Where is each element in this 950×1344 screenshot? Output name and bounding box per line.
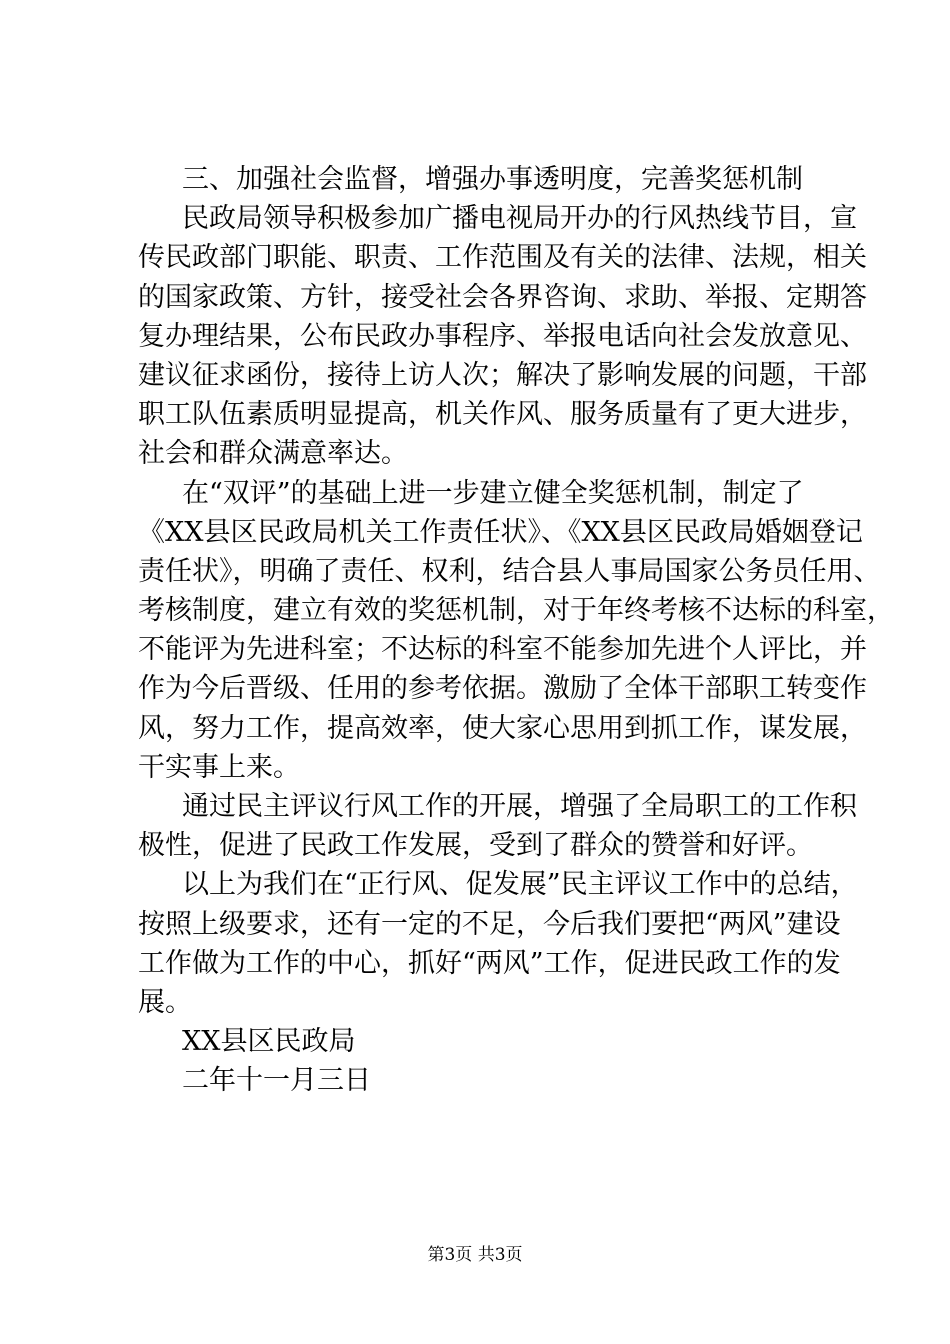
paragraph-line: 通过民主评议行风工作的开展，增强了全局职工的工作积 <box>182 791 857 822</box>
paragraph-line: 极性，促进了民政工作发展，受到了群众的赞誉和好评。 <box>138 830 813 862</box>
page-number: 第3页 共3页 <box>427 1245 523 1265</box>
paragraph-line: 在“双评”的基础上进一步建立健全奖惩机制，制定了 <box>182 477 804 509</box>
paragraph-line: 展。 <box>138 986 192 1018</box>
page-footer <box>0 1243 950 1267</box>
paragraph-line: 职工队伍素质明显提高，机关作风、服务质量有了更大进步， <box>138 399 867 431</box>
paragraph-line: 《XX县区民政局机关工作责任状》、《XX县区民政局婚姻登记 <box>138 516 863 548</box>
paragraph-line: 作为今后晋级、任用的参考依据。激励了全体干部职工转变作 <box>138 673 867 705</box>
paragraph-line: 传民政部门职能、职责、工作范围及有关的法律、法规，相关 <box>138 242 867 274</box>
paragraph-line: 干实事上来。 <box>138 751 300 783</box>
signature-organization: XX县区民政局 <box>182 1026 356 1058</box>
paragraph-line: 社会和群众满意率达。 <box>138 438 408 470</box>
paragraph-line: 按照上级要求，还有一定的不足，今后我们要把“两风”建设 <box>138 908 841 940</box>
signature-date: 二年十一月三日 <box>182 1065 371 1097</box>
paragraph-line: 不能评为先进科室；不达标的科室不能参加先进个人评比，并 <box>138 634 867 666</box>
section-heading: 三、加强社会监督，增强办事透明度，完善奖惩机制 <box>182 164 803 195</box>
paragraph-line: 以上为我们在“正行风、促发展”民主评议工作中的总结， <box>182 869 858 901</box>
document-body <box>138 160 894 1101</box>
paragraph-line: 责任状》，明确了责任、权利，结合县人事局国家公务员任用、 <box>138 555 881 587</box>
paragraph-line: 建议征求函份，接待上访人次；解决了影响发展的问题，干部 <box>138 359 867 391</box>
paragraph-line: 的国家政策、方针，接受社会各界咨询、求助、举报、定期答 <box>138 281 867 313</box>
paragraph-line: 考核制度，建立有效的奖惩机制，对于年终考核不达标的科室， <box>138 595 894 627</box>
paragraph-line: 风，努力工作，提高效率，使大家心思用到抓工作，谋发展， <box>138 712 867 744</box>
paragraph-line: 民政局领导积极参加广播电视局开办的行风热线节目，宣 <box>182 203 857 235</box>
paragraph-line: 复办理结果，公布民政办事程序、举报电话向社会发放意见、 <box>138 320 867 352</box>
paragraph-line: 工作做为工作的中心，抓好“两风”工作，促进民政工作的发 <box>138 947 841 979</box>
